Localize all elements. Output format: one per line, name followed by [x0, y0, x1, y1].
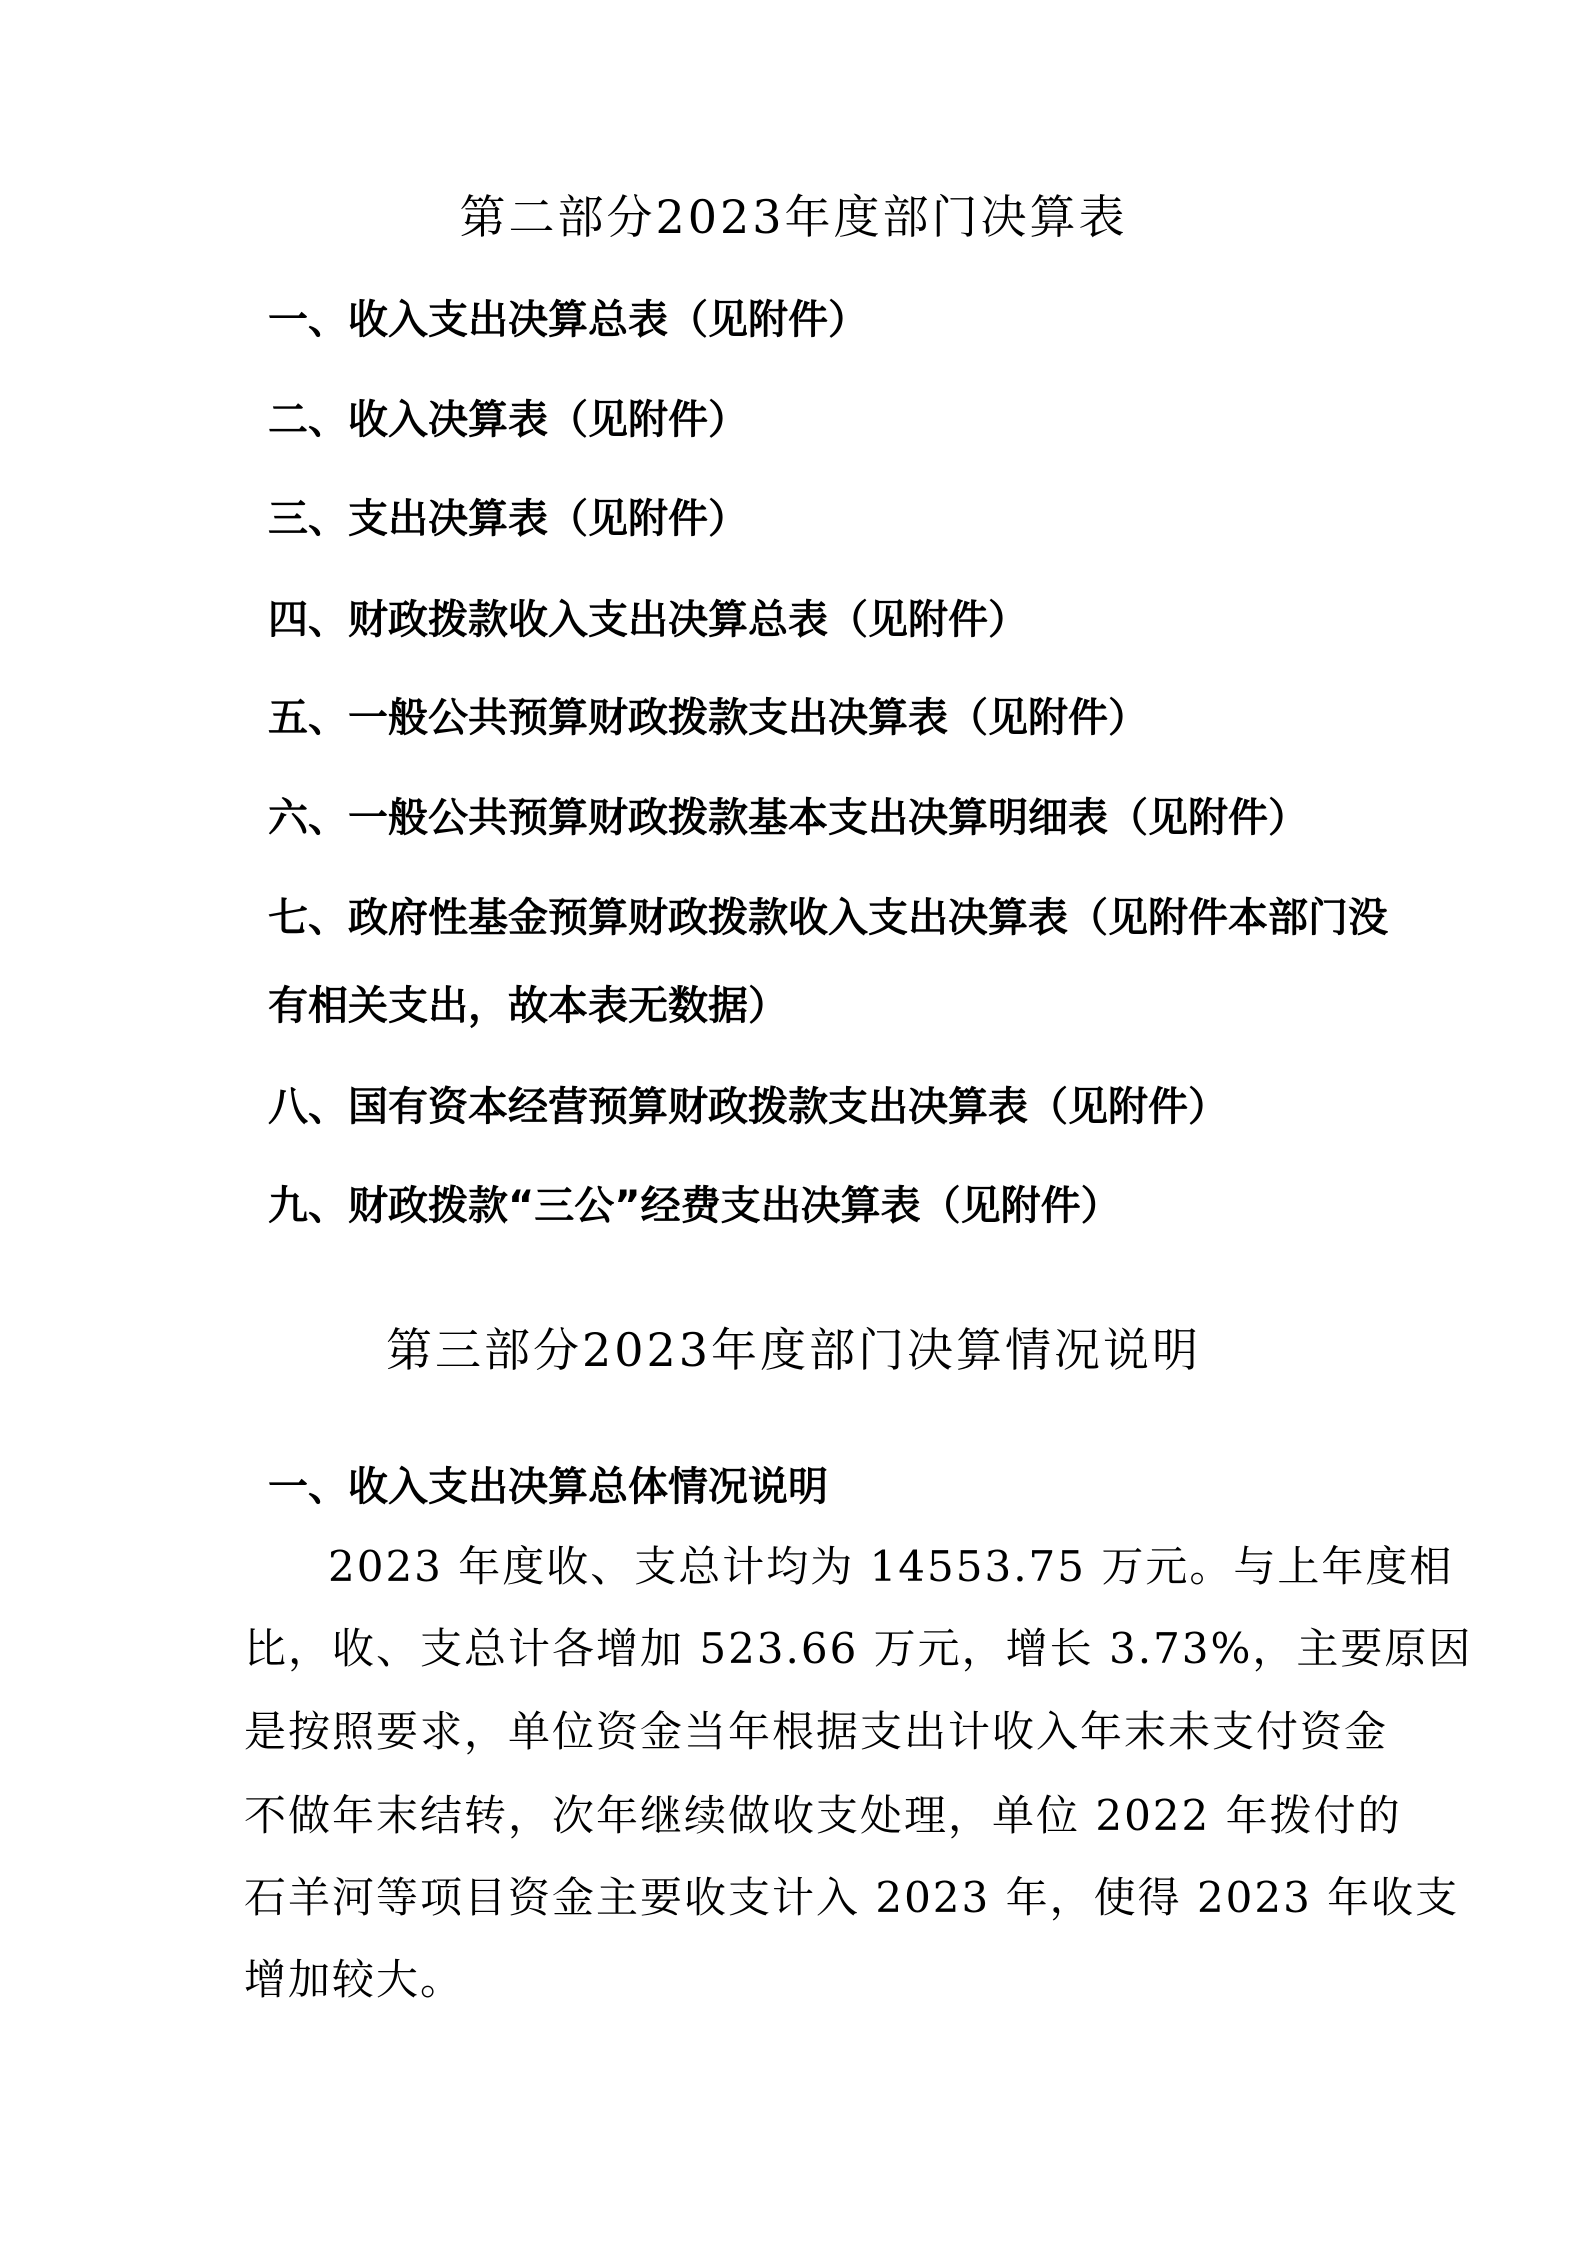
paragraph-line-2: 比，收、支总计各增加 523.66 万元，增长 3.73%，主要原因	[244, 1624, 1473, 1673]
part2-item-7-line-1: 七、政府性基金预算财政拨款收入支出决算表（见附件本部门没	[268, 895, 1388, 941]
part2-item-7-line-2: 有相关支出，故本表无数据）	[268, 983, 788, 1029]
part2-item-9: 九、财政拨款“三公”经费支出决算表（见附件）	[268, 1183, 1121, 1229]
part2-item-4: 四、财政拨款收入支出决算总表（见附件）	[268, 597, 1028, 643]
paragraph-line-3: 是按照要求，单位资金当年根据支出计收入年末未支付资金	[244, 1707, 1389, 1756]
part2-title: 第二部分2023年度部门决算表	[459, 190, 1128, 244]
part3-title: 第三部分2023年度部门决算情况说明	[385, 1323, 1202, 1377]
part2-item-2: 二、收入决算表（见附件）	[268, 397, 748, 443]
paragraph-line-4: 不做年末结转，次年继续做收支处理，单位 2022 年拨付的	[244, 1791, 1402, 1840]
part2-item-3: 三、支出决算表（见附件）	[268, 496, 748, 542]
part2-item-6: 六、一般公共预算财政拨款基本支出决算明细表（见附件）	[268, 795, 1308, 841]
part2-item-8: 八、国有资本经营预算财政拨款支出决算表（见附件）	[268, 1084, 1228, 1130]
part2-item-5: 五、一般公共预算财政拨款支出决算表（见附件）	[268, 695, 1148, 741]
paragraph-line-5: 石羊河等项目资金主要收支计入 2023 年，使得 2023 年收支	[244, 1873, 1460, 1922]
paragraph-line-6: 增加较大。	[244, 1955, 465, 2004]
section1-heading: 一、收入支出决算总体情况说明	[268, 1464, 828, 1510]
paragraph-line-1: 2023 年度收、支总计均为 14553.75 万元。与上年度相	[328, 1542, 1454, 1591]
part2-item-1: 一、收入支出决算总表（见附件）	[268, 297, 868, 343]
